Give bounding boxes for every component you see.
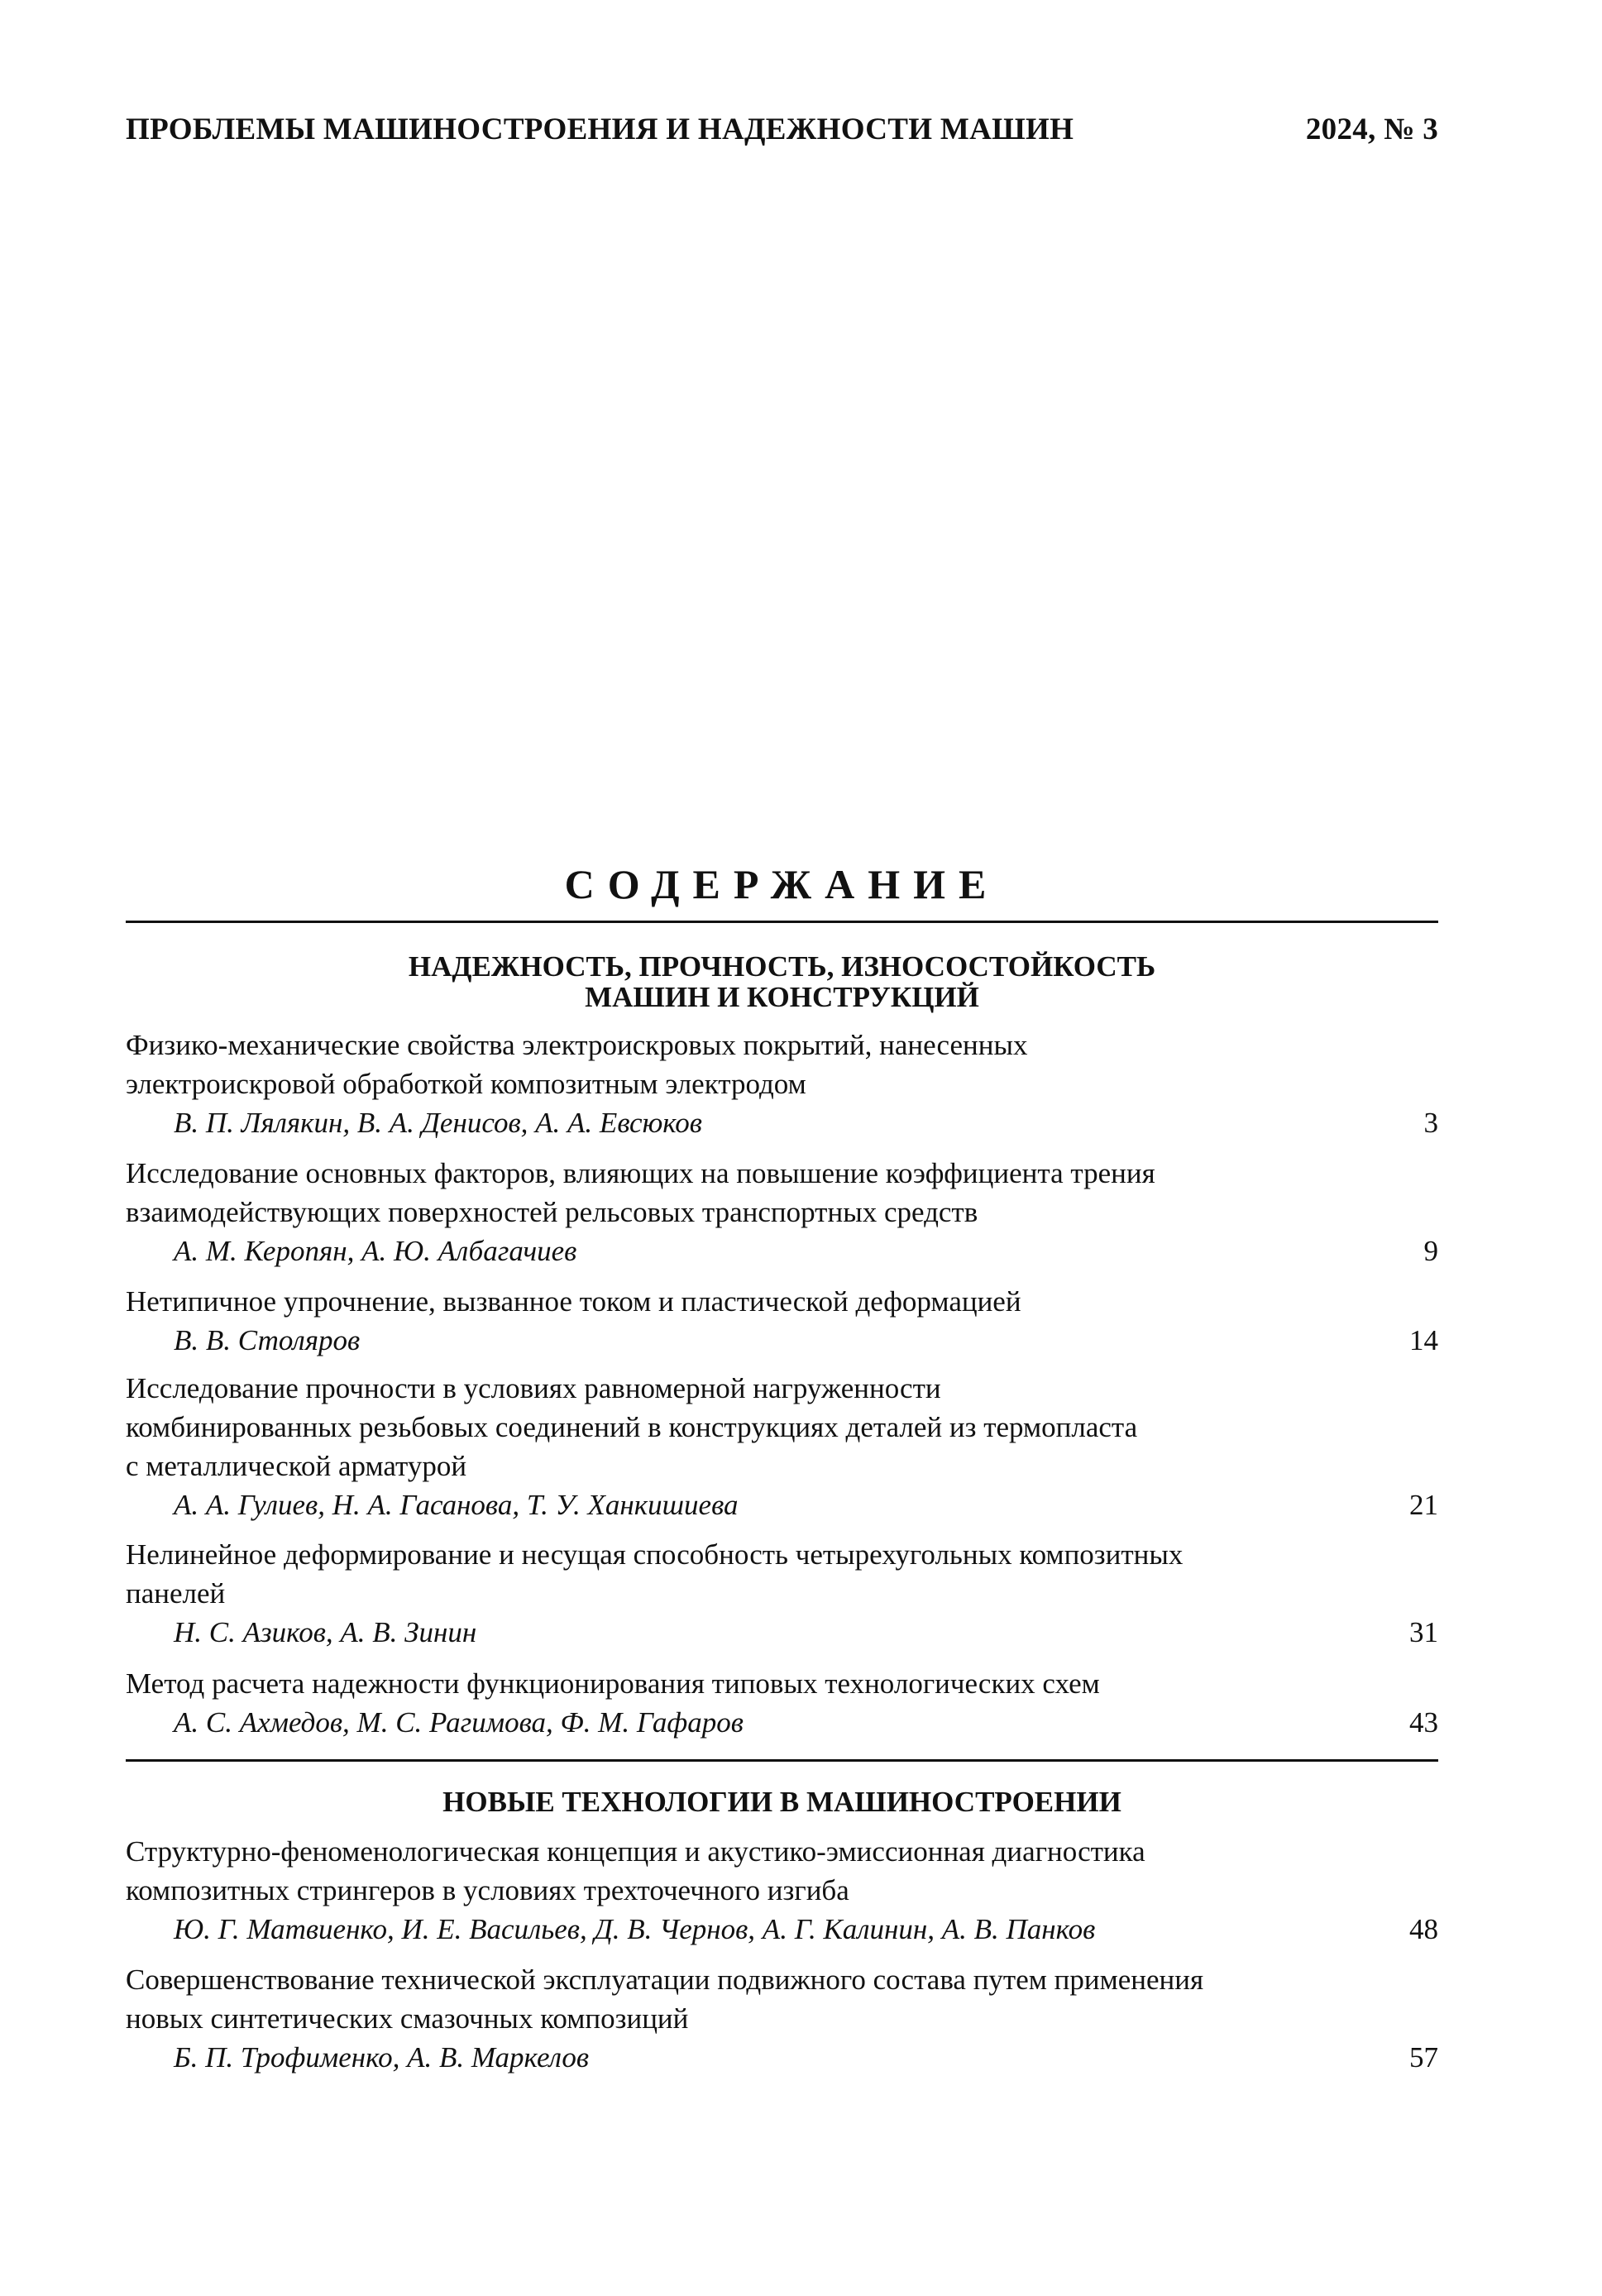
- page-number[interactable]: 57: [1409, 2041, 1438, 2074]
- section-title-line: НОВЫЕ ТЕХНОЛОГИИ В МАШИНОСТРОЕНИИ: [442, 1786, 1121, 1818]
- authors-row: [126, 1485, 1438, 1529]
- authors-row: [126, 1103, 1438, 1147]
- journal-title: ПРОБЛЕМЫ МАШИНОСТРОЕНИЯ И НАДЕЖНОСТИ МАШИН: [126, 112, 1074, 146]
- article-authors: А. М. Керопян, А. Ю. Албагачиев: [174, 1235, 577, 1267]
- page-number[interactable]: 14: [1409, 1324, 1438, 1356]
- authors-row: [126, 1613, 1438, 1657]
- authors-row: [126, 2038, 1438, 2082]
- section-title-reliability: [126, 951, 1438, 1012]
- article-title[interactable]: Совершенствование технической эксплуатации подвижного состава путем применения новых синтетических смазочных композиций: [126, 1964, 1204, 2035]
- section-title-line: НАДЕЖНОСТЬ, ПРОЧНОСТЬ, ИЗНОСОСТОЙКОСТЬ: [408, 950, 1156, 983]
- article-title[interactable]: Метод расчета надежности функционирования типовых технологических схем: [126, 1667, 1100, 1700]
- page-number[interactable]: 43: [1409, 1706, 1438, 1739]
- contents-heading: СОДЕРЖАНИЕ: [564, 861, 1000, 907]
- toc-entry[interactable]: [126, 1535, 1438, 1657]
- toc-entry[interactable]: [126, 1154, 1438, 1275]
- toc-entry[interactable]: [126, 1369, 1438, 1529]
- article-title[interactable]: Физико-механические свойства электроискровых покрытий, нанесенных электроискровой обработкой композитным электродом: [126, 1029, 1028, 1100]
- section-title-new-technologies: [126, 1787, 1438, 1817]
- toc-entry[interactable]: [126, 1960, 1438, 2082]
- toc-entry[interactable]: [126, 1026, 1438, 1147]
- issue-number: 2024, № 3: [1305, 112, 1438, 146]
- article-authors: В. П. Лялякин, В. А. Денисов, А. А. Евсюков: [174, 1107, 702, 1139]
- article-title[interactable]: Исследование основных факторов, влияющих на повышение коэффициента трения взаимодействующих поверхностей рельсовых транспортных средств: [126, 1157, 1155, 1228]
- page-number[interactable]: 21: [1409, 1489, 1438, 1521]
- article-authors: В. В. Столяров: [174, 1324, 361, 1356]
- toc-entry[interactable]: [126, 1664, 1438, 1747]
- page-number[interactable]: 3: [1423, 1107, 1438, 1139]
- authors-row: [126, 1910, 1438, 1954]
- section-divider: [126, 1759, 1438, 1762]
- article-authors: А. С. Ахмедов, М. С. Рагимова, Ф. М. Гафаров: [174, 1706, 744, 1739]
- section-title-line: МАШИН И КОНСТРУКЦИЙ: [585, 981, 979, 1013]
- top-divider: [126, 921, 1438, 923]
- authors-row: [126, 1232, 1438, 1275]
- article-authors: Н. С. Азиков, А. В. Зинин: [174, 1616, 477, 1648]
- toc-entry[interactable]: [126, 1282, 1438, 1365]
- page-number[interactable]: 9: [1423, 1235, 1438, 1267]
- article-title[interactable]: Структурно-феноменологическая концепция и акустико-эмиссионная диагностика композитных стрингеров в условиях трехточечного изгиба: [126, 1835, 1145, 1906]
- toc-entry[interactable]: [126, 1832, 1438, 1954]
- article-authors: Ю. Г. Матвиенко, И. Е. Васильев, Д. В. Чернов, А. Г. Калинин, А. В. Панков: [174, 1913, 1096, 1945]
- article-authors: А. А. Гулиев, Н. А. Гасанова, Т. У. Ханкишиева: [174, 1489, 739, 1521]
- article-title[interactable]: Нетипичное упрочнение, вызванное током и пластической деформацией: [126, 1285, 1021, 1318]
- page-number[interactable]: 31: [1409, 1616, 1438, 1648]
- article-title[interactable]: Нелинейное деформирование и несущая способность четырехугольных композитных панелей: [126, 1538, 1184, 1610]
- authors-row: [126, 1703, 1438, 1747]
- authors-row: [126, 1321, 1438, 1365]
- article-authors: Б. П. Трофименко, А. В. Маркелов: [174, 2041, 590, 2074]
- page-number[interactable]: 48: [1409, 1913, 1438, 1945]
- article-title[interactable]: Исследование прочности в условиях равномерной нагруженности комбинированных резьбовых соединений в конструкциях деталей из термопласта с металлической арматурой: [126, 1372, 1138, 1482]
